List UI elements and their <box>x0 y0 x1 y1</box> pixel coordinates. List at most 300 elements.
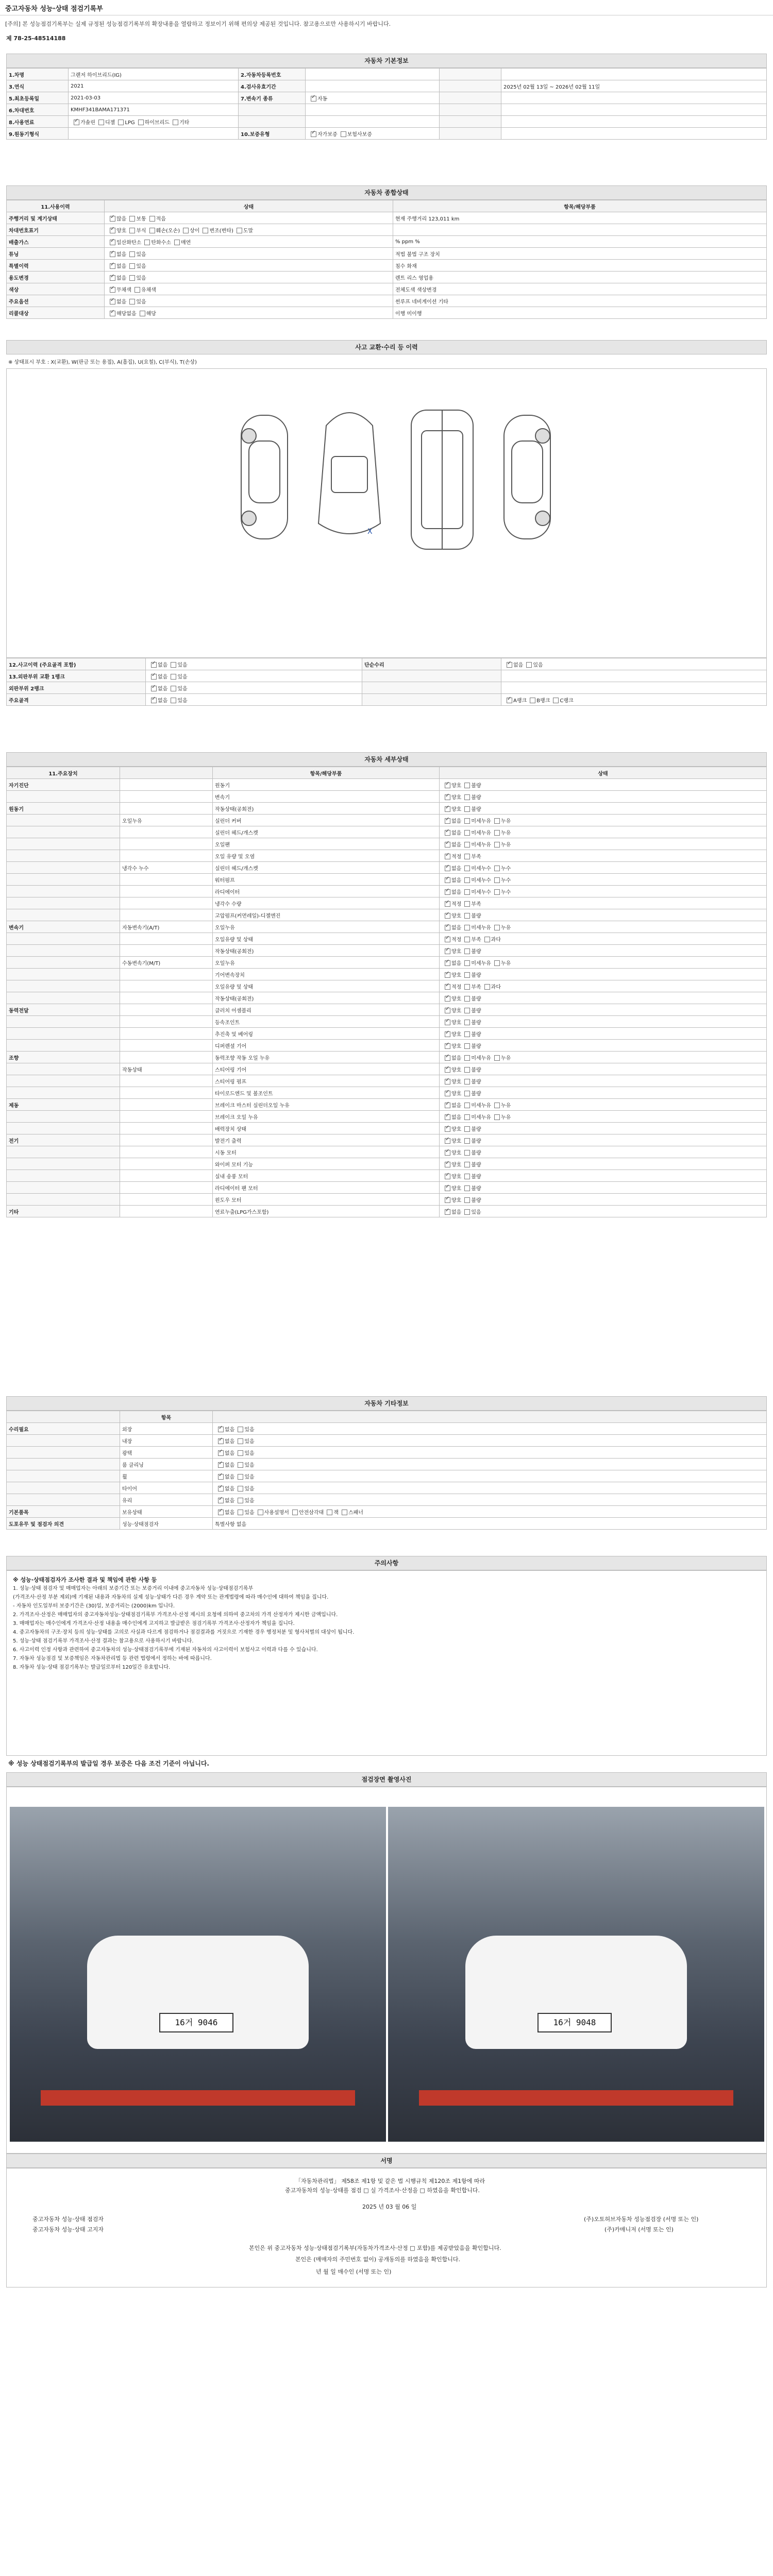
etc-option-label: 있음 <box>244 1462 255 1468</box>
general-checkbox[interactable] <box>237 228 242 233</box>
etc-checkbox[interactable] <box>342 1510 347 1515</box>
detail-checkbox[interactable] <box>445 972 450 978</box>
detail-checkbox[interactable] <box>494 842 500 848</box>
basic-info-row <box>7 128 767 140</box>
detail-checkbox[interactable] <box>484 984 490 990</box>
general-checkbox[interactable] <box>135 287 140 293</box>
detail-row <box>7 1182 767 1194</box>
detail-checkbox[interactable] <box>464 1185 470 1191</box>
basic-label: 1.차명 <box>7 69 69 80</box>
accident-checkbox[interactable] <box>151 686 157 691</box>
detail-checkbox[interactable] <box>464 866 470 871</box>
detail-group <box>7 791 120 803</box>
fuel-option-label: 하이브리드 <box>144 120 170 126</box>
general-checkbox[interactable] <box>110 275 115 281</box>
caution-line: 6. 사고이력 인정 사항과 관련하여 중고자동차의 성능·상태점검기록부에 기재된 자동차의 사고이력이 보험사고 이력과 다를 수 있습니다. <box>13 1647 318 1653</box>
basic-label: 7.변속기 종류 <box>239 92 306 104</box>
detail-subgroup <box>120 897 213 909</box>
etc-checkbox[interactable] <box>238 1486 243 1492</box>
basic-value <box>501 104 767 116</box>
etc-checkbox[interactable] <box>238 1450 243 1456</box>
detail-state <box>440 1194 767 1206</box>
basic-info-section <box>6 54 767 140</box>
detail-group: 기타 <box>7 1206 120 1217</box>
detail-checkbox[interactable] <box>464 889 470 895</box>
caution-title: 주의사항 <box>6 1556 767 1570</box>
detail-item: 동력조향 작동 오일 누유 <box>213 1052 440 1063</box>
accident-checkbox[interactable] <box>530 698 535 703</box>
detail-checkbox[interactable] <box>494 830 500 836</box>
etc-item: 보유상태 <box>120 1506 213 1518</box>
detail-option-label: 양호 <box>451 996 462 1002</box>
detail-row <box>7 1040 767 1052</box>
general-checkbox[interactable] <box>129 251 135 257</box>
detail-option-label: 양호 <box>451 1043 462 1049</box>
etc-checkbox[interactable] <box>238 1462 243 1468</box>
etc-option-label: 잭 <box>333 1510 339 1516</box>
general-state <box>105 283 393 295</box>
detail-checkbox[interactable] <box>445 1091 450 1096</box>
detail-subgroup <box>120 779 213 791</box>
etc-group: 도포유무 및 점검자 의견 <box>7 1518 120 1530</box>
detail-checkbox[interactable] <box>445 1209 450 1215</box>
detail-checkbox[interactable] <box>445 901 450 907</box>
detail-checkbox[interactable] <box>464 1114 470 1120</box>
basic-checkbox[interactable] <box>311 131 316 137</box>
accident-checkbox[interactable] <box>151 674 157 680</box>
detail-option-label: 미세누유 <box>471 925 491 931</box>
basic-label <box>440 92 501 104</box>
general-option-label: 없음 <box>116 263 127 269</box>
accident-checkbox[interactable] <box>507 698 512 703</box>
general-checkbox[interactable] <box>129 275 135 281</box>
fuel-checkbox[interactable] <box>98 120 104 125</box>
etc-row <box>7 1435 767 1447</box>
detail-option-label: 불량 <box>471 1138 481 1144</box>
detail-option-label: 미세누유 <box>471 1055 491 1061</box>
fuel-checkbox[interactable] <box>173 120 178 125</box>
basic-value: 그랜저 하이브리드(IG) <box>69 69 239 80</box>
detail-checkbox[interactable] <box>445 866 450 871</box>
detail-row <box>7 1134 767 1146</box>
detail-option-label: 불량 <box>471 1043 481 1049</box>
detail-state-section <box>6 752 767 1217</box>
detail-checkbox[interactable] <box>494 889 500 895</box>
general-checkbox[interactable] <box>129 263 135 269</box>
certificate-number: 제 78-25-48514188 <box>6 35 66 42</box>
detail-option-label: 양호 <box>451 948 462 955</box>
accident-option-label: 있음 <box>177 686 188 692</box>
detail-checkbox[interactable] <box>464 1126 470 1132</box>
detail-group <box>7 1194 120 1206</box>
detail-option-label: 양호 <box>451 1174 462 1180</box>
detail-checkbox[interactable] <box>464 1067 470 1073</box>
detail-checkbox[interactable] <box>464 1008 470 1013</box>
accident-checkbox[interactable] <box>171 674 176 680</box>
detail-checkbox[interactable] <box>445 877 450 883</box>
general-option-label: 탄화수소 <box>151 240 171 246</box>
general-checkbox[interactable] <box>149 228 155 233</box>
detail-checkbox[interactable] <box>445 1162 450 1167</box>
detail-checkbox[interactable] <box>445 783 450 788</box>
basic-label <box>239 116 306 128</box>
detail-checkbox[interactable] <box>494 818 500 824</box>
general-checkbox[interactable] <box>149 216 155 222</box>
detail-option-label: 양호 <box>451 913 462 919</box>
etc-checkbox[interactable] <box>218 1450 224 1456</box>
detail-checkbox[interactable] <box>464 1162 470 1167</box>
detail-checkbox[interactable] <box>464 1209 470 1215</box>
general-checkbox[interactable] <box>140 311 145 316</box>
detail-checkbox[interactable] <box>445 1020 450 1025</box>
detail-state <box>440 803 767 815</box>
detail-checkbox[interactable] <box>445 794 450 800</box>
detail-checkbox[interactable] <box>464 1091 470 1096</box>
etc-checkbox[interactable] <box>238 1510 243 1515</box>
detail-group <box>7 886 120 897</box>
basic-label: 2.자동차등록번호 <box>239 69 306 80</box>
general-option-label: 무채색 <box>116 287 131 293</box>
detail-checkbox[interactable] <box>464 854 470 859</box>
detail-option-label: 불량 <box>471 794 481 801</box>
detail-checkbox[interactable] <box>484 937 490 942</box>
detail-row <box>7 1206 767 1217</box>
detail-checkbox[interactable] <box>464 948 470 954</box>
general-option-label: 없음 <box>116 275 127 281</box>
general-checkbox[interactable] <box>129 228 135 233</box>
etc-state <box>213 1447 767 1459</box>
detail-state-title: 자동차 세부상태 <box>6 752 767 767</box>
detail-subgroup <box>120 1158 213 1170</box>
detail-option-label: 불량 <box>471 806 481 812</box>
detail-checkbox[interactable] <box>464 1043 470 1049</box>
detail-checkbox[interactable] <box>445 806 450 812</box>
detail-subgroup: 자동변속기(A/T) <box>120 921 213 933</box>
general-label: 리콜대상 <box>7 307 105 319</box>
detail-subgroup <box>120 1040 213 1052</box>
detail-checkbox[interactable] <box>494 1055 500 1061</box>
detail-checkbox[interactable] <box>445 960 450 966</box>
detail-checkbox[interactable] <box>464 1174 470 1179</box>
etc-option-label: 없음 <box>225 1427 235 1433</box>
detail-option-label: 불량 <box>471 1174 481 1180</box>
detail-checkbox[interactable] <box>445 1067 450 1073</box>
general-state-table <box>6 200 767 319</box>
detail-row <box>7 791 767 803</box>
detail-subgroup <box>120 1016 213 1028</box>
detail-checkbox[interactable] <box>464 1138 470 1144</box>
accident-option-label: 없음 <box>158 686 168 692</box>
detail-checkbox[interactable] <box>445 1114 450 1120</box>
detail-subgroup <box>120 874 213 886</box>
detail-checkbox[interactable] <box>445 830 450 836</box>
general-col-item: 항목/해당부품 <box>393 200 767 212</box>
detail-checkbox[interactable] <box>445 1185 450 1191</box>
etc-checkbox[interactable] <box>292 1510 298 1515</box>
detail-checkbox[interactable] <box>464 1103 470 1108</box>
detail-checkbox[interactable] <box>464 1197 470 1203</box>
detail-checkbox[interactable] <box>445 842 450 848</box>
general-checkbox[interactable] <box>183 228 189 233</box>
detail-checkbox[interactable] <box>445 996 450 1002</box>
general-row <box>7 236 767 248</box>
general-state <box>105 236 393 248</box>
general-checkbox[interactable] <box>110 216 115 222</box>
detail-checkbox[interactable] <box>494 1103 500 1108</box>
etc-group <box>7 1494 120 1506</box>
detail-checkbox[interactable] <box>445 854 450 859</box>
etc-row <box>7 1506 767 1518</box>
detail-checkbox[interactable] <box>445 1043 450 1049</box>
detail-checkbox[interactable] <box>464 913 470 919</box>
general-checkbox[interactable] <box>110 287 115 293</box>
accident-option-label: 없음 <box>158 662 168 668</box>
detail-checkbox[interactable] <box>464 972 470 978</box>
accident-checkbox[interactable] <box>151 662 157 668</box>
general-option-label: 보통 <box>136 216 146 222</box>
etc-option-label: 없음 <box>225 1510 235 1516</box>
general-option-label: 훼손(오손) <box>156 228 180 234</box>
fuel-checkbox[interactable] <box>74 120 79 125</box>
car-right-side-icon <box>504 415 550 539</box>
detail-checkbox[interactable] <box>445 1138 450 1144</box>
detail-option-label: 미세누유 <box>471 818 491 824</box>
accident-label: 주요골격 <box>7 694 146 706</box>
basic-value: 2021 <box>69 80 239 92</box>
detail-checkbox[interactable] <box>445 925 450 930</box>
detail-checkbox[interactable] <box>445 1079 450 1084</box>
etc-item: 유리 <box>120 1494 213 1506</box>
detail-state <box>440 815 767 826</box>
detail-group <box>7 1182 120 1194</box>
detail-col-device: 11.주요장치 <box>7 767 120 779</box>
etc-state <box>213 1459 767 1470</box>
detail-checkbox[interactable] <box>445 948 450 954</box>
detail-group <box>7 969 120 980</box>
rear-photo <box>388 1807 764 2142</box>
detail-checkbox[interactable] <box>445 1103 450 1108</box>
etc-checkbox[interactable] <box>238 1474 243 1480</box>
etc-option-label: 있음 <box>244 1438 255 1445</box>
detail-row <box>7 1111 767 1123</box>
accident-checkbox[interactable] <box>151 698 157 703</box>
accident-row <box>7 670 767 682</box>
detail-checkbox[interactable] <box>464 937 470 942</box>
detail-checkbox[interactable] <box>445 913 450 919</box>
detail-option-label: 적정 <box>451 854 462 860</box>
detail-checkbox[interactable] <box>445 1055 450 1061</box>
detail-checkbox[interactable] <box>445 1150 450 1156</box>
etc-checkbox[interactable] <box>238 1438 243 1444</box>
detail-state <box>440 1170 767 1182</box>
detail-group <box>7 909 120 921</box>
etc-checkbox[interactable] <box>218 1438 224 1444</box>
etc-checkbox[interactable] <box>218 1427 224 1432</box>
detail-checkbox[interactable] <box>464 783 470 788</box>
detail-subgroup <box>120 969 213 980</box>
general-checkbox[interactable] <box>110 299 115 304</box>
detail-state <box>440 1040 767 1052</box>
general-checkbox[interactable] <box>174 240 180 245</box>
detail-checkbox[interactable] <box>494 877 500 883</box>
caution-line: 5. 성능·상태 점검기록부 가격조사·산정 결과는 참고용으로 사용하시기 바랍니다. <box>13 1638 194 1644</box>
etc-state <box>213 1435 767 1447</box>
detail-subgroup <box>120 1170 213 1182</box>
accident-history-section <box>6 340 767 706</box>
detail-option-label: 부족 <box>471 901 481 907</box>
detail-checkbox[interactable] <box>494 1114 500 1120</box>
detail-row <box>7 1170 767 1182</box>
general-checkbox[interactable] <box>129 216 135 222</box>
basic-checkbox[interactable] <box>341 131 346 137</box>
detail-row <box>7 1063 767 1075</box>
etc-checkbox[interactable] <box>218 1498 224 1503</box>
general-checkbox[interactable] <box>110 240 115 245</box>
general-label: 특별이력 <box>7 260 105 272</box>
detail-checkbox[interactable] <box>464 806 470 812</box>
detail-option-label: 양호 <box>451 1091 462 1097</box>
detail-row <box>7 921 767 933</box>
etc-checkbox[interactable] <box>327 1510 332 1515</box>
etc-option-label: 있음 <box>244 1427 255 1433</box>
detail-item: 추진축 및 베어링 <box>213 1028 440 1040</box>
accident-checkbox[interactable] <box>553 698 559 703</box>
detail-item: 시동 모터 <box>213 1146 440 1158</box>
accident-checkbox[interactable] <box>526 662 532 668</box>
etc-checkbox[interactable] <box>238 1427 243 1432</box>
etc-row <box>7 1423 767 1435</box>
detail-checkbox[interactable] <box>464 996 470 1002</box>
etc-checkbox[interactable] <box>218 1486 224 1492</box>
etc-checkbox[interactable] <box>238 1498 243 1503</box>
general-checkbox[interactable] <box>144 240 150 245</box>
detail-checkbox[interactable] <box>445 984 450 990</box>
detail-option-label: 누유 <box>500 1055 511 1061</box>
detail-checkbox[interactable] <box>464 925 470 930</box>
detail-state <box>440 1087 767 1099</box>
detail-item: 클러치 어셈블리 <box>213 1004 440 1016</box>
detail-state <box>440 862 767 874</box>
detail-checkbox[interactable] <box>494 925 500 930</box>
detail-state <box>440 826 767 838</box>
detail-subgroup <box>120 850 213 862</box>
detail-item: 실린더 커버 <box>213 815 440 826</box>
detail-checkbox[interactable] <box>464 1150 470 1156</box>
accident-option-label: 있음 <box>177 674 188 680</box>
basic-value <box>306 104 440 116</box>
detail-checkbox[interactable] <box>464 1031 470 1037</box>
detail-group <box>7 1111 120 1123</box>
etc-col-state <box>213 1411 767 1423</box>
detail-item: 라디에이터 <box>213 886 440 897</box>
detail-state <box>440 969 767 980</box>
accident-state <box>146 658 362 670</box>
detail-checkbox[interactable] <box>445 1126 450 1132</box>
general-label: 배출가스 <box>7 236 105 248</box>
etc-checkbox[interactable] <box>218 1510 224 1515</box>
detail-checkbox[interactable] <box>445 1174 450 1179</box>
accident-state <box>146 694 362 706</box>
detail-checkbox[interactable] <box>445 1008 450 1013</box>
car-front-top-icon <box>318 413 380 534</box>
detail-row <box>7 1158 767 1170</box>
detail-checkbox[interactable] <box>445 1197 450 1203</box>
etc-row <box>7 1470 767 1482</box>
detail-item: 오일유량 및 상태 <box>213 980 440 992</box>
general-item: 렌트 리스 영업용 <box>393 272 767 283</box>
basic-value <box>306 80 440 92</box>
detail-checkbox[interactable] <box>464 877 470 883</box>
accident-checkbox[interactable] <box>171 662 176 668</box>
etc-checkbox[interactable] <box>258 1510 263 1515</box>
detail-option-label: 불량 <box>471 1020 481 1026</box>
detail-checkbox[interactable] <box>464 984 470 990</box>
inspector-label: 중고자동차 성능·상태 점검자 <box>32 2216 104 2223</box>
detail-checkbox[interactable] <box>445 889 450 895</box>
detail-checkbox[interactable] <box>464 1079 470 1084</box>
general-checkbox[interactable] <box>110 311 115 316</box>
detail-group: 조향 <box>7 1052 120 1063</box>
accident-checkbox[interactable] <box>507 662 512 668</box>
detail-checkbox[interactable] <box>445 1031 450 1037</box>
etc-checkbox[interactable] <box>218 1474 224 1480</box>
detail-item: 등속조인트 <box>213 1016 440 1028</box>
accident-checkbox[interactable] <box>171 686 176 691</box>
detail-checkbox[interactable] <box>464 794 470 800</box>
detail-checkbox[interactable] <box>494 960 500 966</box>
detail-row <box>7 933 767 945</box>
general-label: 용도변경 <box>7 272 105 283</box>
detail-checkbox[interactable] <box>494 866 500 871</box>
basic-value <box>501 69 767 80</box>
basic-info-row <box>7 80 767 92</box>
general-checkbox[interactable] <box>110 263 115 269</box>
fuel-checkbox[interactable] <box>118 120 124 125</box>
etc-option-label: 사용설명서 <box>264 1510 289 1516</box>
general-checkbox[interactable] <box>129 299 135 304</box>
caution-section <box>6 1556 767 1771</box>
detail-checkbox[interactable] <box>445 818 450 824</box>
detail-checkbox[interactable] <box>464 818 470 824</box>
general-checkbox[interactable] <box>110 251 115 257</box>
detail-checkbox[interactable] <box>445 937 450 942</box>
sign-section <box>6 2154 767 2287</box>
detail-checkbox[interactable] <box>464 842 470 848</box>
etc-info-section <box>6 1396 767 1530</box>
detail-option-label: 양호 <box>451 1020 462 1026</box>
state-legend: ※ 상태표시 부호 : X(교환), W(판금 또는 용접), A(흠집), U(요철), C(부식), T(손상) <box>8 360 197 365</box>
fuel-checkbox[interactable] <box>138 120 144 125</box>
buyer-confirm-1: 본인은 위 중고자동차 성능·상태점검기록부(자동차가격조사·산정 □ 포함)를 제공받았음을 확인합니다. <box>249 2245 501 2251</box>
detail-checkbox[interactable] <box>464 960 470 966</box>
basic-checkbox[interactable] <box>311 96 316 101</box>
detail-state <box>440 1063 767 1075</box>
detail-checkbox[interactable] <box>464 901 470 907</box>
detail-checkbox[interactable] <box>464 1020 470 1025</box>
general-row <box>7 283 767 295</box>
accident-checkbox[interactable] <box>171 698 176 703</box>
general-state <box>105 272 393 283</box>
detail-option-label: 불량 <box>471 1067 481 1073</box>
etc-checkbox[interactable] <box>218 1462 224 1468</box>
general-checkbox[interactable] <box>110 228 115 233</box>
detail-item: 라디에이터 팬 모터 <box>213 1182 440 1194</box>
detail-checkbox[interactable] <box>464 1055 470 1061</box>
detail-checkbox[interactable] <box>464 830 470 836</box>
detail-item: 오일팬 <box>213 838 440 850</box>
detail-state <box>440 1111 767 1123</box>
general-checkbox[interactable] <box>203 228 208 233</box>
